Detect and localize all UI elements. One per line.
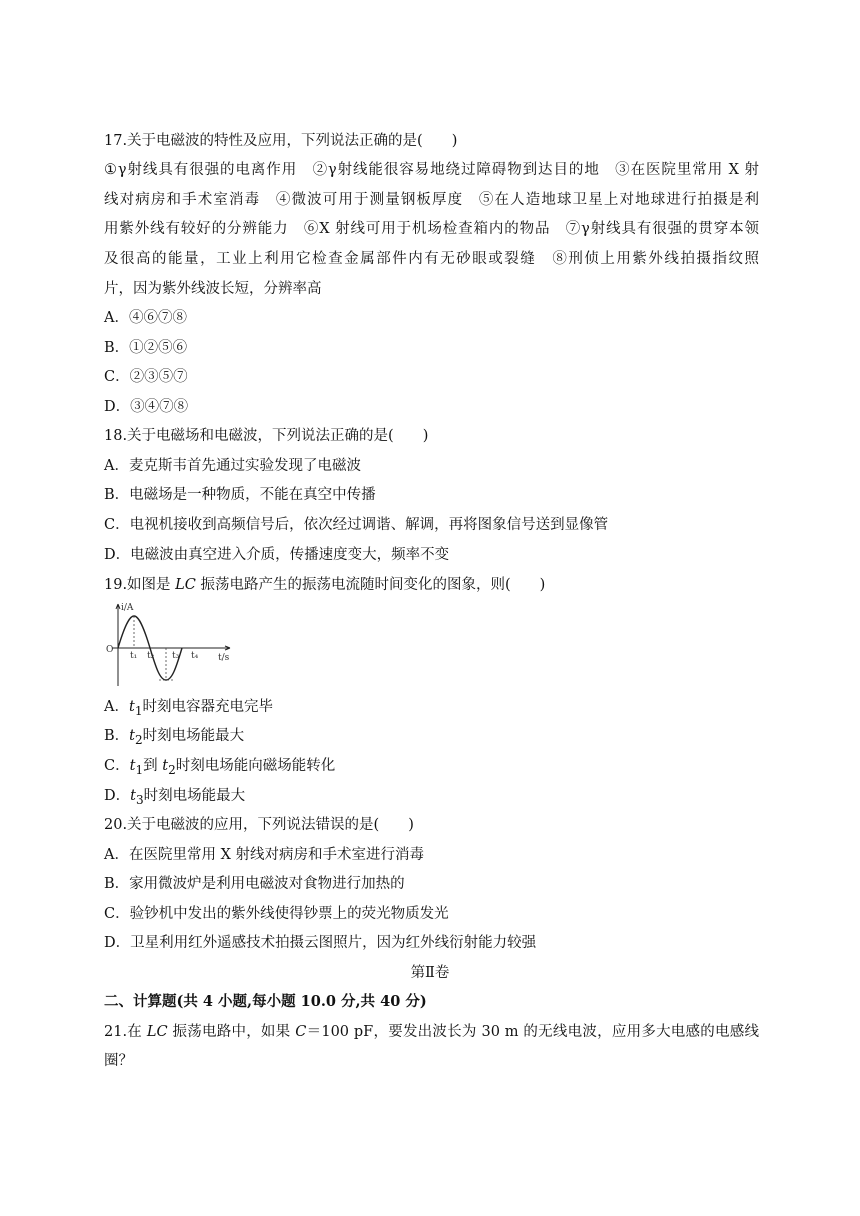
var-t: t: [130, 788, 136, 804]
q17-body-line: 用紫外线有较好的分辨能力 ⑥X 射线可用于机场检查箱内的物品 ⑦γ射线具有很强的贯穿本领: [104, 221, 759, 237]
q20-option-c: C．验钞机中发出的紫外线使得钞票上的荧光物质发光: [104, 906, 449, 922]
var-sub: 1: [134, 703, 143, 718]
y-axis-label: i/A: [121, 603, 134, 613]
q17-body-line: 及很高的能量，工业上利用它检查金属部件内有无砂眼或裂缝 ⑧刑侦上用紫外线拍摄指纹照: [104, 251, 759, 267]
var-sub: 1: [135, 762, 144, 777]
tick-t4: t₄: [191, 651, 199, 661]
var-sub: 3: [135, 792, 144, 807]
q21-text-c: ＝100 pF，要发出波长为 30 m 的无线电波，应用多大电感的电感线: [306, 1024, 760, 1040]
q20-option-b: B．家用微波炉是利用电磁波对食物进行加热的: [104, 876, 405, 892]
q19-option-b: [104, 726, 244, 750]
q19-option-a: [104, 697, 273, 721]
q17-option-d: D．③④⑦⑧: [104, 399, 189, 415]
option-letter: C．: [104, 758, 130, 774]
option-letter: D．: [104, 788, 131, 804]
option-letter: A．: [104, 699, 129, 715]
option-text: 时刻电场能最大: [142, 728, 245, 744]
q19-option-d: [104, 786, 245, 810]
q17-option-b: B．①②⑤⑥: [104, 340, 188, 356]
q17-body-line: 线对病房和手术室消毒 ④微波可用于测量钢板厚度 ⑤在人造地球卫星上对地球进行拍摄是利: [104, 192, 759, 208]
q19-stem-suffix: 振荡电路产生的振荡电流随时间变化的图象，则( ): [195, 577, 546, 593]
var-sub: 2: [168, 762, 176, 777]
option-text: 时刻电容器充电完毕: [142, 699, 273, 715]
tick-t2: t₂: [147, 651, 155, 661]
volume-title: 第Ⅱ卷: [410, 965, 450, 981]
section-title: 二、计算题(共 4 小题,每小题 10.0 分,共 40 分): [104, 993, 427, 1010]
var-t: t: [128, 699, 135, 715]
q18-option-c: C．电视机接收到高频信号后，依次经过调谐、解调，再将图象信号送到显像管: [104, 517, 609, 533]
q20-option-d: D．卫星利用红外遥感技术拍摄云图照片，因为红外线衍射能力较强: [104, 935, 537, 951]
q18-stem: 18.关于电磁场和电磁波，下列说法正确的是( ): [104, 428, 429, 444]
q17-body-line: 片，因为紫外线波长短，分辨率高: [104, 281, 322, 297]
q21-line: [104, 1022, 759, 1042]
option-letter: B．: [104, 728, 130, 744]
q19-stem-prefix: 19.如图是: [104, 577, 176, 593]
var-t: t: [162, 758, 169, 774]
option-text: 时刻电场能向磁场能转化: [175, 758, 336, 774]
q19-option-c: [104, 756, 335, 780]
q18-option-d: D．电磁波由真空进入介质，传播速度变大，频率不变: [104, 547, 450, 563]
q21-text-b: 振荡电路中，如果: [167, 1024, 296, 1040]
tick-t1: t₁: [130, 651, 138, 661]
current-time-graph: [100, 600, 234, 688]
q21-line: 圈？: [104, 1053, 133, 1069]
option-mid: 到: [143, 758, 163, 774]
option-text: 时刻电场能最大: [143, 788, 246, 804]
q18-option-b: B．电磁场是一种物质，不能在真空中传播: [104, 487, 376, 503]
var-t: t: [129, 728, 135, 744]
q21-var-lc: LC: [146, 1024, 168, 1040]
q19-stem: [104, 575, 545, 595]
origin-label: O: [106, 645, 114, 655]
q21-var-c: C: [295, 1024, 307, 1040]
var-t: t: [129, 758, 136, 774]
var-sub: 2: [134, 732, 143, 747]
q20-option-a: A．在医院里常用 X 射线对病房和手术室进行消毒: [104, 847, 425, 863]
q20-stem: 20.关于电磁波的应用，下列说法错误的是( ): [104, 817, 414, 833]
q18-option-a: A．麦克斯韦首先通过实验发现了电磁波: [104, 458, 361, 474]
tick-t3: t₃: [172, 651, 180, 661]
q17-body-line: ①γ射线具有很强的电离作用 ②γ射线能很容易地绕过障碍物到达目的地 ③在医院里常用 X 射: [104, 162, 759, 178]
x-axis-label: t/s: [218, 653, 230, 663]
q21-text-a: 21.在: [104, 1024, 147, 1040]
q17-option-a: A．④⑥⑦⑧: [104, 310, 187, 326]
q19-stem-var: LC: [175, 577, 196, 593]
q17-option-c: C．②③⑤⑦: [104, 369, 188, 385]
q17-stem: 17.关于电磁波的特性及应用，下列说法正确的是( ): [104, 133, 458, 149]
